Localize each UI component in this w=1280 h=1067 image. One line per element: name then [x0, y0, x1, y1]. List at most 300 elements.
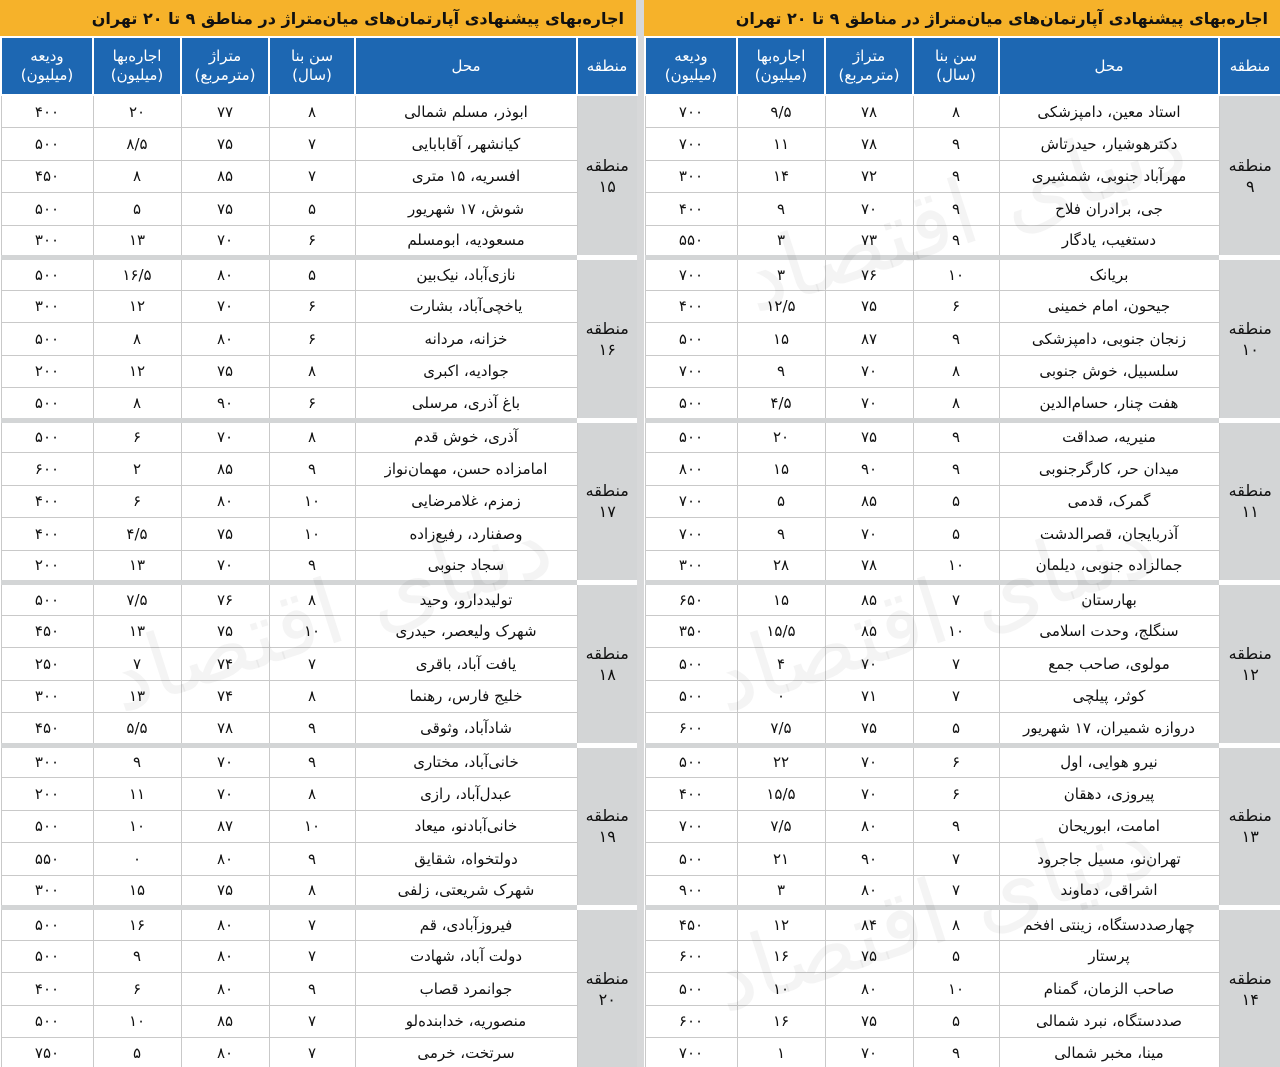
place-cell: سنگلج، وحدت اسلامی: [999, 615, 1219, 648]
table-row: [1, 355, 637, 388]
rent-cell: ۱۳: [93, 615, 181, 648]
rent-cell: ۱۶/۵: [93, 258, 181, 291]
table-row: [1, 583, 637, 616]
rent-cell: ۸: [93, 160, 181, 193]
table-row: [1, 908, 637, 941]
area-cell: ۸۰: [181, 485, 269, 518]
rent-cell: ۱۶: [93, 908, 181, 941]
place-cell: اشراقی، دماوند: [999, 875, 1219, 908]
age-cell: ۷: [913, 583, 999, 616]
age-cell: ۹: [913, 453, 999, 486]
area-cell: ۷۷: [181, 95, 269, 128]
zone-cell: منطقه ۱۶: [577, 258, 637, 421]
age-cell: ۸: [913, 355, 999, 388]
place-cell: عبدل‌آباد، رازی: [355, 778, 577, 811]
rent-cell: ۹: [93, 745, 181, 778]
deposit-cell: ۶۰۰: [1, 453, 93, 486]
age-cell: ۹: [913, 420, 999, 453]
age-cell: ۷: [913, 680, 999, 713]
age-cell: ۷: [913, 875, 999, 908]
rent-cell: ۱۵: [737, 323, 825, 356]
table-row: [1, 778, 637, 811]
age-cell: ۹: [913, 193, 999, 226]
place-cell: جی، برادران فلاح: [999, 193, 1219, 226]
table-row: [1, 225, 637, 258]
place-cell: خانی‌آباد، مختاری: [355, 745, 577, 778]
table-row: [645, 420, 1280, 453]
deposit-cell: ۷۰۰: [645, 95, 737, 128]
zone-cell: منطقه ۱۱: [1219, 420, 1280, 583]
age-cell: ۸: [269, 355, 355, 388]
place-cell: زنجان جنوبی، دامپزشکی: [999, 323, 1219, 356]
table-row: [1, 95, 637, 128]
rent-cell: ۱۵: [93, 875, 181, 908]
place-cell: جیحون، امام خمینی: [999, 290, 1219, 323]
deposit-cell: ۷۰۰: [645, 258, 737, 291]
age-cell: ۹: [913, 1038, 999, 1067]
age-cell: ۹: [913, 810, 999, 843]
area-cell: ۷۳: [825, 225, 913, 258]
age-cell: ۷: [269, 1038, 355, 1067]
zone-cell: منطقه ۱۹: [577, 745, 637, 908]
age-cell: ۱۰: [269, 810, 355, 843]
age-cell: ۸: [269, 680, 355, 713]
zone-cell: منطقه ۱۳: [1219, 745, 1280, 908]
area-cell: ۷۰: [181, 225, 269, 258]
deposit-cell: ۴۰۰: [645, 290, 737, 323]
table-row: [1, 290, 637, 323]
area-cell: ۸۷: [825, 323, 913, 356]
deposit-cell: ۳۰۰: [1, 290, 93, 323]
place-cell: کیانشهر، آقابابایی: [355, 128, 577, 161]
rent-cell: ۱۶: [737, 940, 825, 973]
age-cell: ۸: [269, 95, 355, 128]
area-cell: ۸۵: [825, 485, 913, 518]
place-cell: منصوریه، خدابنده‌لو: [355, 1005, 577, 1038]
area-cell: ۸۰: [825, 810, 913, 843]
place-cell: جوانمرد قصاب: [355, 973, 577, 1006]
rent-cell: ۱۰: [737, 973, 825, 1006]
deposit-cell: ۴۰۰: [1, 95, 93, 128]
rent-cell: ۸: [93, 323, 181, 356]
age-cell: ۶: [269, 388, 355, 421]
age-cell: ۵: [269, 193, 355, 226]
rent-cell: ۲۰: [737, 420, 825, 453]
rent-cell: ۶: [93, 420, 181, 453]
rent-cell: ۱۲: [93, 290, 181, 323]
rent-cell: ۱۲: [93, 355, 181, 388]
table-row: [645, 713, 1280, 746]
place-cell: آذری، خوش قدم: [355, 420, 577, 453]
area-cell: ۷۱: [825, 680, 913, 713]
table-row: [1, 713, 637, 746]
table-row: [645, 160, 1280, 193]
area-cell: ۸۰: [181, 908, 269, 941]
deposit-cell: ۵۰۰: [1, 388, 93, 421]
age-cell: ۶: [269, 323, 355, 356]
age-cell: ۹: [913, 225, 999, 258]
table-row: [1, 680, 637, 713]
place-cell: بریانک: [999, 258, 1219, 291]
area-cell: ۷۰: [825, 355, 913, 388]
rent-cell: ۹: [737, 355, 825, 388]
area-cell: ۷۵: [825, 420, 913, 453]
place-cell: دستغیب، یادگار: [999, 225, 1219, 258]
panel-title: اجاره‌بهای پیشنهادی آپارتمان‌های میان‌متراژ در مناطق ۹ تا ۲۰ تهران: [0, 0, 636, 36]
table-row: [645, 193, 1280, 226]
deposit-cell: ۳۰۰: [1, 680, 93, 713]
deposit-cell: ۵۰۰: [645, 420, 737, 453]
place-cell: گمرک، قدمی: [999, 485, 1219, 518]
table-row: [1, 388, 637, 421]
deposit-cell: ۵۵۰: [645, 225, 737, 258]
area-cell: ۷۵: [825, 1005, 913, 1038]
deposit-cell: ۵۰۰: [1, 420, 93, 453]
place-cell: میدان حر، کارگرجنوبی: [999, 453, 1219, 486]
area-cell: ۷۵: [181, 875, 269, 908]
deposit-cell: ۷۰۰: [645, 810, 737, 843]
rent-cell: ۱۶: [737, 1005, 825, 1038]
area-cell: ۸۵: [181, 160, 269, 193]
place-cell: زمزم، غلامرضایی: [355, 485, 577, 518]
rent-cell: ۴/۵: [737, 388, 825, 421]
place-cell: امامت، ابوریحان: [999, 810, 1219, 843]
header-rent: اجاره‌بها (میلیون): [93, 37, 181, 95]
place-cell: مولوی، صاحب جمع: [999, 648, 1219, 681]
place-cell: خلیج فارس، رهنما: [355, 680, 577, 713]
table-row: [1, 323, 637, 356]
age-cell: ۵: [913, 1005, 999, 1038]
area-cell: ۷۰: [825, 745, 913, 778]
deposit-cell: ۶۰۰: [645, 713, 737, 746]
deposit-cell: ۵۰۰: [1, 193, 93, 226]
age-cell: ۱۰: [269, 485, 355, 518]
rent-cell: ۱۵/۵: [737, 615, 825, 648]
age-cell: ۶: [269, 225, 355, 258]
rent-table-right: [644, 36, 1280, 1067]
rent-cell: ۲۸: [737, 550, 825, 583]
place-cell: جوادیه، اکبری: [355, 355, 577, 388]
zone-cell: منطقه ۲۰: [577, 908, 637, 1067]
rent-cell: ۱۱: [93, 778, 181, 811]
table-row: [645, 128, 1280, 161]
area-cell: ۷۸: [825, 128, 913, 161]
age-cell: ۹: [269, 713, 355, 746]
area-cell: ۷۰: [181, 420, 269, 453]
rent-cell: ۱۰: [93, 810, 181, 843]
table-row: [1, 875, 637, 908]
table-row: [645, 290, 1280, 323]
header-row: [1, 37, 637, 95]
rent-cell: ۱۲/۵: [737, 290, 825, 323]
rent-cell: ۶: [93, 973, 181, 1006]
rent-cell: ۵: [737, 485, 825, 518]
age-cell: ۹: [913, 160, 999, 193]
area-cell: ۸۷: [181, 810, 269, 843]
area-cell: ۷۰: [181, 550, 269, 583]
table-panel-left: [0, 0, 636, 1067]
rent-cell: ۱۱: [737, 128, 825, 161]
age-cell: ۷: [269, 160, 355, 193]
place-cell: تولیددارو، وحید: [355, 583, 577, 616]
age-cell: ۵: [913, 940, 999, 973]
age-cell: ۸: [269, 583, 355, 616]
age-cell: ۷: [913, 843, 999, 876]
age-cell: ۵: [913, 518, 999, 551]
place-cell: شادآباد، وثوقی: [355, 713, 577, 746]
zone-cell: منطقه ۱۵: [577, 95, 637, 258]
rent-cell: ۴: [737, 648, 825, 681]
deposit-cell: ۴۰۰: [645, 193, 737, 226]
rent-cell: ۳: [737, 875, 825, 908]
deposit-cell: ۴۵۰: [645, 908, 737, 941]
area-cell: ۷۰: [825, 648, 913, 681]
header-deposit: ودیعه (میلیون): [645, 37, 737, 95]
area-cell: ۷۵: [825, 940, 913, 973]
table-row: [1, 745, 637, 778]
age-cell: ۵: [913, 485, 999, 518]
age-cell: ۱۰: [913, 973, 999, 1006]
place-cell: هفت چنار، حسام‌الدین: [999, 388, 1219, 421]
place-cell: یافت آباد، باقری: [355, 648, 577, 681]
area-cell: ۸۵: [825, 583, 913, 616]
panel-title: اجاره‌بهای پیشنهادی آپارتمان‌های میان‌متراژ در مناطق ۹ تا ۲۰ تهران: [644, 0, 1280, 36]
header-rent: اجاره‌بها (میلیون): [737, 37, 825, 95]
place-cell: شوش، ۱۷ شهریور: [355, 193, 577, 226]
area-cell: ۷۰: [825, 518, 913, 551]
zone-cell: منطقه ۱۲: [1219, 583, 1280, 746]
area-cell: ۷۰: [181, 778, 269, 811]
area-cell: ۷۰: [181, 290, 269, 323]
area-cell: ۸۴: [825, 908, 913, 941]
rent-cell: ۲۱: [737, 843, 825, 876]
place-cell: وصفنارد، رفیع‌زاده: [355, 518, 577, 551]
rent-cell: ۰: [737, 680, 825, 713]
table-row: [1, 843, 637, 876]
place-cell: صددستگاه، نبرد شمالی: [999, 1005, 1219, 1038]
rent-cell: ۷/۵: [93, 583, 181, 616]
table-row: [645, 778, 1280, 811]
rent-cell: ۰: [93, 843, 181, 876]
rent-cell: ۱: [737, 1038, 825, 1067]
rent-cell: ۹: [737, 193, 825, 226]
table-row: [645, 745, 1280, 778]
rent-cell: ۱۰: [93, 1005, 181, 1038]
area-cell: ۷۶: [825, 258, 913, 291]
table-row: [645, 225, 1280, 258]
area-cell: ۸۰: [181, 973, 269, 1006]
deposit-cell: ۵۰۰: [1, 583, 93, 616]
age-cell: ۷: [913, 648, 999, 681]
age-cell: ۸: [913, 95, 999, 128]
place-cell: آذربایجان، قصرالدشت: [999, 518, 1219, 551]
area-cell: ۷۰: [825, 193, 913, 226]
table-row: [1, 453, 637, 486]
deposit-cell: ۳۰۰: [645, 160, 737, 193]
place-cell: دولت آباد، شهادت: [355, 940, 577, 973]
rent-cell: ۹/۵: [737, 95, 825, 128]
place-cell: نازی‌آباد، نیک‌بین: [355, 258, 577, 291]
age-cell: ۱۰: [269, 518, 355, 551]
age-cell: ۸: [913, 908, 999, 941]
table-row: [645, 680, 1280, 713]
area-cell: ۷۰: [181, 745, 269, 778]
deposit-cell: ۵۰۰: [645, 648, 737, 681]
age-cell: ۸: [269, 420, 355, 453]
place-cell: استاد معین، دامپزشکی: [999, 95, 1219, 128]
area-cell: ۸۰: [181, 843, 269, 876]
table-row: [645, 908, 1280, 941]
header-row: [645, 37, 1280, 95]
rent-cell: ۷/۵: [737, 810, 825, 843]
deposit-cell: ۵۰۰: [645, 843, 737, 876]
age-cell: ۷: [269, 940, 355, 973]
deposit-cell: ۲۰۰: [1, 778, 93, 811]
deposit-cell: ۷۵۰: [1, 1038, 93, 1067]
area-cell: ۸۰: [825, 875, 913, 908]
deposit-cell: ۵۰۰: [645, 680, 737, 713]
table-row: [645, 940, 1280, 973]
table-row: [645, 843, 1280, 876]
rent-cell: ۹: [737, 518, 825, 551]
age-cell: ۷: [269, 1005, 355, 1038]
area-cell: ۷۸: [181, 713, 269, 746]
deposit-cell: ۷۰۰: [645, 128, 737, 161]
age-cell: ۹: [269, 550, 355, 583]
table-row: [1, 648, 637, 681]
deposit-cell: ۷۰۰: [645, 1038, 737, 1067]
age-cell: ۱۰: [269, 615, 355, 648]
age-cell: ۸: [913, 388, 999, 421]
table-row: [1, 940, 637, 973]
table-body: [1, 95, 637, 1067]
place-cell: جمالزاده جنوبی، دیلمان: [999, 550, 1219, 583]
place-cell: شهرک ولیعصر، حیدری: [355, 615, 577, 648]
place-cell: کوثر، پیلچی: [999, 680, 1219, 713]
deposit-cell: ۵۰۰: [1, 908, 93, 941]
age-cell: ۸: [269, 778, 355, 811]
table-row: [645, 550, 1280, 583]
rent-cell: ۵/۵: [93, 713, 181, 746]
area-cell: ۷۰: [825, 388, 913, 421]
place-cell: سرتخت، خرمی: [355, 1038, 577, 1067]
age-cell: ۹: [269, 973, 355, 1006]
table-row: [1, 485, 637, 518]
area-cell: ۹۰: [825, 843, 913, 876]
place-cell: پرستار: [999, 940, 1219, 973]
table-row: [1, 518, 637, 551]
deposit-cell: ۴۰۰: [645, 778, 737, 811]
age-cell: ۱۰: [913, 258, 999, 291]
place-cell: افسریه، ۱۵ متری: [355, 160, 577, 193]
deposit-cell: ۳۰۰: [1, 745, 93, 778]
rent-cell: ۹: [93, 940, 181, 973]
place-cell: ابوذر، مسلم شمالی: [355, 95, 577, 128]
deposit-cell: ۵۰۰: [645, 388, 737, 421]
table-row: [1, 615, 637, 648]
place-cell: باغ آذری، مرسلی: [355, 388, 577, 421]
zone-cell: منطقه ۱۸: [577, 583, 637, 746]
place-cell: یاخچی‌آباد، بشارت: [355, 290, 577, 323]
area-cell: ۸۰: [181, 940, 269, 973]
place-cell: پیروزی، دهقان: [999, 778, 1219, 811]
table-row: [645, 1005, 1280, 1038]
age-cell: ۱۰: [913, 615, 999, 648]
table-row: [645, 583, 1280, 616]
age-cell: ۹: [269, 453, 355, 486]
zone-cell: منطقه ۹: [1219, 95, 1280, 258]
rent-cell: ۷: [93, 648, 181, 681]
place-cell: خزانه، مردانه: [355, 323, 577, 356]
table-row: [645, 485, 1280, 518]
header-age: سن بنا (سال): [269, 37, 355, 95]
age-cell: ۶: [913, 745, 999, 778]
deposit-cell: ۹۰۰: [645, 875, 737, 908]
deposit-cell: ۵۰۰: [1, 258, 93, 291]
area-cell: ۷۰: [825, 778, 913, 811]
deposit-cell: ۶۵۰: [645, 583, 737, 616]
place-cell: مسعودیه، ابومسلم: [355, 225, 577, 258]
deposit-cell: ۵۰۰: [1, 810, 93, 843]
deposit-cell: ۵۰۰: [645, 745, 737, 778]
place-cell: سجاد جنوبی: [355, 550, 577, 583]
age-cell: ۶: [913, 290, 999, 323]
area-cell: ۷۶: [181, 583, 269, 616]
header-area: متراژ (مترمربع): [825, 37, 913, 95]
age-cell: ۸: [269, 875, 355, 908]
rent-cell: ۱۵/۵: [737, 778, 825, 811]
area-cell: ۸۵: [181, 1005, 269, 1038]
deposit-cell: ۳۵۰: [645, 615, 737, 648]
rent-cell: ۱۳: [93, 550, 181, 583]
deposit-cell: ۷۰۰: [645, 355, 737, 388]
area-cell: ۷۲: [825, 160, 913, 193]
deposit-cell: ۷۰۰: [645, 485, 737, 518]
table-row: [645, 875, 1280, 908]
deposit-cell: ۵۰۰: [645, 973, 737, 1006]
header-zone: منطقه: [1219, 37, 1280, 95]
place-cell: امامزاده حسن، مهمان‌نواز: [355, 453, 577, 486]
rent-cell: ۶: [93, 485, 181, 518]
table-row: [645, 453, 1280, 486]
area-cell: ۸۵: [825, 615, 913, 648]
place-cell: منیریه، صداقت: [999, 420, 1219, 453]
place-cell: خانی‌آبادنو، میعاد: [355, 810, 577, 843]
table-row: [645, 95, 1280, 128]
rent-cell: ۱۳: [93, 225, 181, 258]
age-cell: ۶: [269, 290, 355, 323]
rent-cell: ۱۲: [737, 908, 825, 941]
header-place: محل: [355, 37, 577, 95]
age-cell: ۹: [269, 745, 355, 778]
deposit-cell: ۵۰۰: [645, 323, 737, 356]
table-row: [645, 323, 1280, 356]
rent-cell: ۸/۵: [93, 128, 181, 161]
zone-cell: منطقه ۱۷: [577, 420, 637, 583]
deposit-cell: ۶۰۰: [645, 1005, 737, 1038]
table-row: [645, 648, 1280, 681]
place-cell: سلسبیل، خوش جنوبی: [999, 355, 1219, 388]
area-cell: ۸۰: [181, 323, 269, 356]
area-cell: ۷۴: [181, 648, 269, 681]
rent-cell: ۸: [93, 388, 181, 421]
table-row: [645, 355, 1280, 388]
deposit-cell: ۳۰۰: [1, 875, 93, 908]
deposit-cell: ۲۰۰: [1, 550, 93, 583]
age-cell: ۹: [269, 843, 355, 876]
rent-cell: ۵: [93, 193, 181, 226]
area-cell: ۸۰: [181, 258, 269, 291]
